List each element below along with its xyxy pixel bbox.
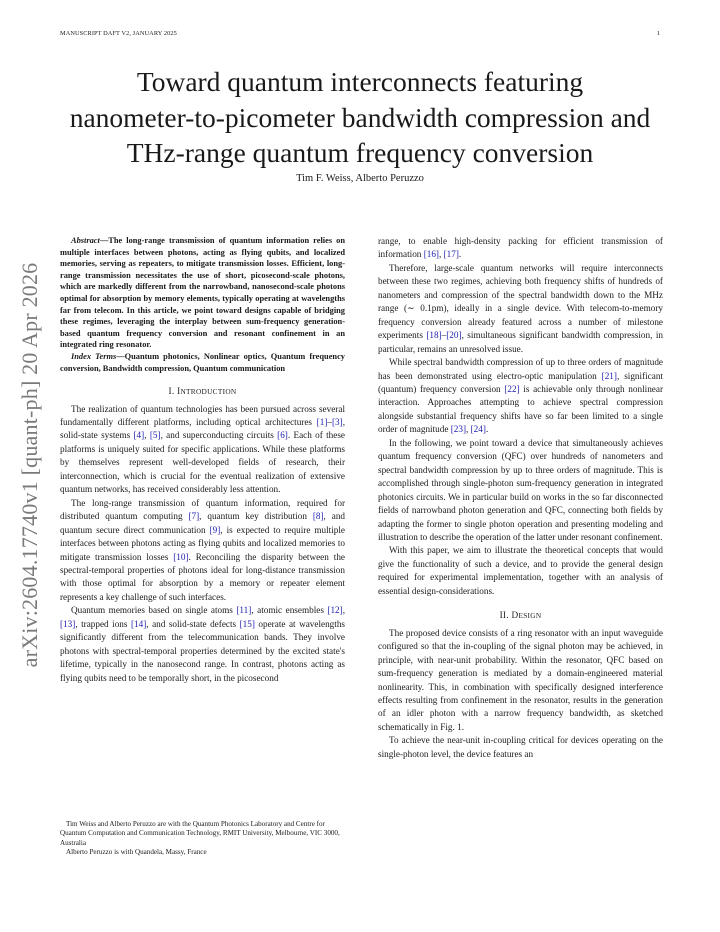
section-initial: I — [177, 386, 181, 397]
section-numeral: II. — [499, 610, 509, 621]
citation-link[interactable]: [21] — [601, 370, 617, 381]
citation-link[interactable]: [13] — [60, 618, 76, 629]
citation-link[interactable]: [1] — [316, 417, 328, 428]
running-header — [60, 30, 660, 42]
journal-line: MANUSCRIPT DAFT V2, JANUARY 2025 — [60, 30, 177, 37]
intro-paragraph-1: The realization of quantum technologies has been pursued across several fundamentally different platforms, including optical architectures [1]–[3], solid-state systems [4], [5], and superconducting circuits [6]. Each of these platforms is uniquely suited for specific applications. While these platforms by themselves represent well-developed fields of research, their interconnection, which is crucial for the eventual realization of extensive quantum networks, has received considerably less attention. — [60, 403, 346, 495]
citation-link[interactable]: [8] — [312, 511, 324, 522]
arxiv-stamp — [17, 245, 43, 685]
section-heading-introduction — [60, 385, 345, 398]
intro-paragraph-7: In the following, we point toward a device that simultaneously achieves quantum frequency conversion (QFC) over hundreds of nanometers and spectral bandwidth compression by up to three orders of magnitude. This is accomplished through single-photon sum-frequency generation in integrated photonics circuits. We in particular build on works in the so far disconnected fields of narrowband photon generation and QFC, connecting both fields by adapting the former to single photon operation and presenting modeling and illustration to describe the operation of the latter under resonant confinement. — [378, 437, 663, 542]
citation-link[interactable]: [6] — [277, 430, 288, 441]
citation-link[interactable]: [16] — [423, 249, 439, 260]
intro-paragraph-4: range, to enable high-density packing for efficient transmission of information [16], [17]. — [378, 236, 663, 260]
citation-link[interactable]: [15] — [239, 618, 255, 629]
citation-link[interactable]: [18] — [426, 330, 442, 341]
title-line-3: THz-range quantum frequency conversion — [126, 137, 594, 168]
section-initial: D — [511, 610, 519, 621]
citation-link[interactable]: [12] — [327, 605, 343, 616]
section-numeral: I. — [168, 386, 175, 397]
citation-link[interactable]: [22] — [504, 383, 520, 394]
abstract-text: —The long-range transmission of quantum information relies on multiple interfaces between photons, acting as flying qubits, and localized memories, serving as repeaters, to mitigate transmission losses. Efficient, long-range transmission necessitates the use of short, picosecond-scale photons, which are markedly different from the narrowband, nanosecond-scale photons optimal for absorption by memory elements, typically operating at wavelengths far from telecom. In this article, we point toward designs capable of bridging these regimes, leveraging the interplay between sum-frequency generation-based quantum frequency conversion and resonant confinement in an integrated ring resonator. — [60, 236, 345, 350]
design-paragraph-1: The proposed device consists of a ring resonator with an input waveguide configured so that the in-coupling of the signal photon may be achieved, in principle, with near-unit probability. Within the resonator, QFC based on sum-frequency generation is mediated by a domain-engineered material nonlinearity. This, in combination with specifically designed interference effects resulting from confinement in the resonator, results in the generation of an idler photon with a narrow frequency bandwidth, as sketched schematically in Fig. 1. — [378, 627, 663, 732]
citation-link[interactable]: [20] — [446, 330, 462, 341]
design-paragraph-2: To achieve the near-unit in-coupling critical for devices operating on the single-photon level, the device features an — [378, 735, 663, 759]
footnote-affiliation-2: Alberto Peruzzo is with Quandela, Massy, France — [66, 848, 207, 857]
page-number: 1 — [656, 30, 660, 37]
left-column — [60, 235, 345, 685]
section-heading-design — [378, 609, 663, 622]
title-line-1: Toward quantum interconnects featuring — [136, 66, 584, 97]
section-rest: ESIGN — [518, 611, 542, 621]
citation-link[interactable]: [3] — [331, 417, 343, 428]
citation-link[interactable]: [7] — [188, 511, 200, 522]
intro-paragraph-3: Quantum memories based on single atoms [11], atomic ensembles [12], [13], trapped ions [14], and solid-state defects [15] operate at wavelengths significantly different from the telecommunication bands. They involve photons with spectral-temporal properties determined by the excited state's lifetime, typically in the nanosecond range. In contrast, photons acting as flying qubits need to be temporally short, in the picosecond — [60, 605, 345, 683]
citation-link[interactable]: [10] — [173, 551, 189, 562]
footnote-affiliation-1: Tim Weiss and Alberto Peruzzo are with the Quantum Photonics Laboratory and Centre for Quantum Computation and Communication Technology, RMIT University, Melbourne, VIC 3000, Australia — [60, 820, 340, 847]
intro-paragraph-2: The long-range transmission of quantum information, required for distributed quantum computing [7], quantum key distribution [8], and quantum secure direct communication [9], is expected to require multiple interfaces between photons acting as flying qubits and localized memories to mitigate transmission losses [10]. Reconciling the disparity between the spectral-temporal properties of photons ideal for long-distance transmission with those optimal for absorption by a memory or repeater element represents a key challenge of such interfaces. — [60, 497, 346, 602]
right-column — [378, 235, 663, 761]
citation-link[interactable]: [17] — [443, 249, 459, 260]
intro-paragraph-5: Therefore, large-scale quantum networks will require interconnects between these two regimes, achieving both frequency shifts of hundreds of nanometers and compression of the spectral bandwidth down to the MHz range (∼ 0.1pm), ideally in a single device. With telecom-to-memory frequency conversion already featured across a number of milestone experiments [18]–[20], simultaneous significant bandwidth compression, in particular, remains an unresolved issue. — [378, 262, 663, 354]
title-line-2: nanometer-to-picometer bandwidth compression and — [69, 101, 651, 133]
citation-link[interactable]: [24] — [470, 424, 486, 435]
citation-link[interactable]: [9] — [209, 524, 221, 535]
intro-paragraph-6: While spectral bandwidth compression of up to three orders of magnitude has been demonstrated using electro-optic manipulation [21], significant (quantum) frequency conversion [22] is achievable only through nonlinear interaction. Approaches attempting to achieve spectral compression alongside substantial frequency shifts have so far been limited to a single order of magnitude [23], [24]. — [378, 357, 664, 435]
section-rest: NTRODUCTION — [180, 387, 237, 397]
abstract-label: Abstract — [71, 236, 100, 245]
citation-link[interactable]: [4] — [133, 430, 145, 441]
index-terms-label: Index Terms — [71, 351, 117, 361]
index-terms — [60, 351, 345, 374]
index-terms-text: —Quantum photonics, Nonlinear optics, Quantum frequency conversion, Bandwidth compression, Quantum communication — [60, 351, 345, 373]
citation-link[interactable]: [5] — [149, 430, 161, 441]
citation-link[interactable]: [14] — [130, 618, 147, 629]
paper-title — [40, 64, 680, 171]
intro-paragraph-8: With this paper, we aim to illustrate the theoretical concepts that would give the functionality of such a device, and to provide the general design required for experimental implementation, together with an analysis of essential design-considerations. — [378, 545, 663, 596]
arxiv-stamp-text: arXiv:2604.17740v1 [quant-ph] 20 Apr 2026 — [17, 262, 42, 668]
abstract — [60, 235, 345, 351]
author-list: Tim F. Weiss, Alberto Peruzzo — [296, 173, 424, 184]
citation-link[interactable]: [11] — [236, 605, 252, 616]
footnote — [60, 820, 345, 858]
citation-link[interactable]: [23] — [450, 424, 467, 435]
